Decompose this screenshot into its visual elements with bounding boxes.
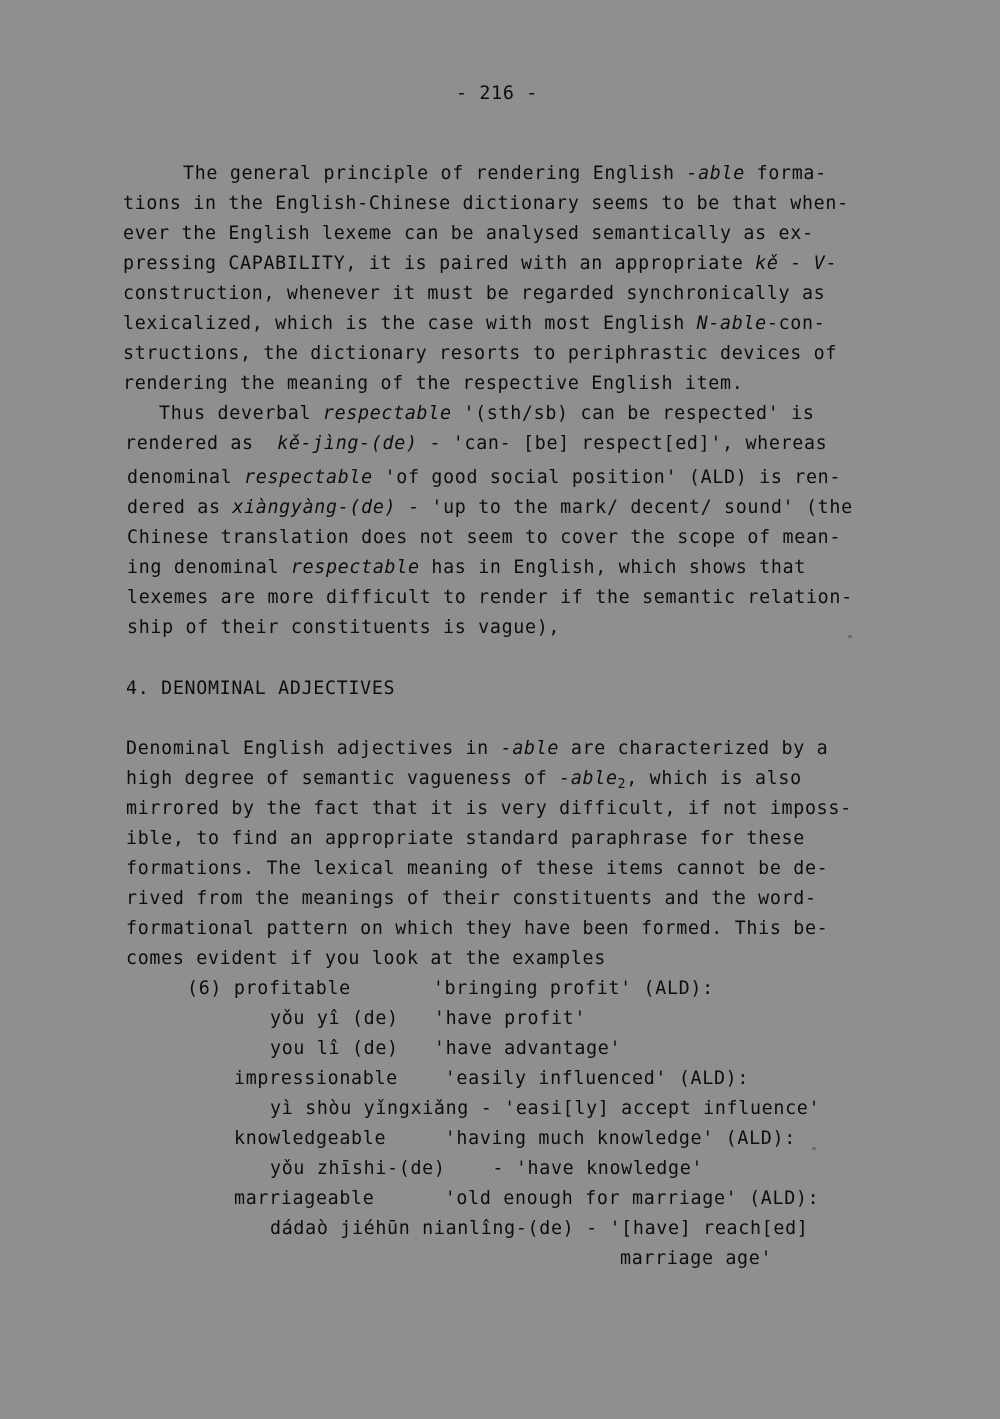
text-run: marriageable 'old enough for marriage' (ALD):: [234, 1188, 820, 1209]
italic-term: respectable: [322, 403, 452, 424]
text-line: [123, 193, 849, 215]
text-run: you lî (de) 'have advantage': [270, 1038, 622, 1059]
text-run: (6) profitable 'bringing profit' (ALD):: [187, 978, 714, 999]
example-line: [620, 1248, 772, 1270]
text-line: [123, 283, 825, 305]
example-line: [270, 1038, 621, 1060]
text-line: [127, 557, 806, 579]
text-line: [159, 403, 815, 425]
text-run: - 'can- [be] respect[ed]', whereas: [417, 433, 828, 454]
example-line: [187, 978, 714, 1000]
text-run: Thus deverbal: [159, 403, 323, 424]
text-run: rived from the meanings of their constituents and the word-: [126, 888, 817, 909]
text-run: pressing CAPABILITY, it is paired with an appropriate: [123, 253, 756, 274]
text-line: [127, 497, 853, 519]
italic-term: respectable: [244, 467, 373, 488]
text-run: yǒu yî (de) 'have profit': [270, 1008, 587, 1029]
text-run: ible, to find an appropriate standard paraphrase for these: [126, 828, 805, 849]
text-line: [125, 433, 827, 455]
text-line: [123, 313, 825, 335]
text-run: knowledgeable 'having much knowledge' (ALD):: [234, 1128, 796, 1149]
text-line: [126, 738, 828, 760]
text-run: forma-: [744, 163, 827, 184]
text-run: formational pattern on which they have been formed. This be-: [126, 918, 829, 939]
text-line: [126, 768, 802, 790]
text-run: lexemes are more difficult to render if the semantic relation-: [127, 587, 853, 608]
italic-term: -able: [500, 738, 560, 759]
text-run: are characterized by a: [559, 738, 829, 759]
example-line: [234, 1068, 749, 1090]
text-run: 'of good social position' (ALD) is ren-: [372, 467, 842, 488]
italic-term: N-able: [696, 313, 767, 334]
text-line: [123, 343, 837, 365]
text-run: Chinese translation does not seem to cover the scope of mean-: [127, 527, 842, 548]
text-line: [183, 163, 827, 185]
text-line: [126, 858, 828, 880]
text-line: [123, 373, 743, 395]
text-run: structions, the dictionary resorts to periphrastic devices of: [123, 343, 838, 364]
italic-term: -able: [686, 163, 745, 184]
text-run: denominal: [127, 467, 245, 488]
page-number: - 216 -: [456, 83, 538, 104]
text-line: [123, 223, 814, 245]
example-line: [270, 1098, 820, 1120]
text-run: dered as: [127, 497, 233, 518]
section-heading: 4. DENOMINAL ADJECTIVES: [126, 678, 396, 699]
example-line: [270, 1008, 586, 1030]
text-run: ship of their constituents is vague),: [127, 617, 561, 638]
italic-term: -able: [559, 768, 618, 789]
text-run: -con-: [766, 313, 826, 334]
text-run: '(sth/sb) can be respected' is: [451, 403, 815, 424]
text-run: ing denominal: [127, 557, 291, 578]
text-run: ever the English lexeme can be analysed semantically as ex-: [123, 223, 814, 244]
text-line: [126, 918, 828, 940]
italic-term: xiàngyàng-(de): [232, 497, 397, 518]
text-run: formations. The lexical meaning of these items cannot be de-: [126, 858, 829, 879]
text-run: high degree of semantic vagueness of: [126, 768, 560, 789]
text-run: dádaò jiéhūn nianlîng-(de) - '[have] reach[ed]: [270, 1218, 809, 1239]
text-line: [123, 253, 837, 275]
scan-speck: [848, 635, 852, 638]
text-run: - 'up to the mark/ decent/ sound' (the: [396, 497, 853, 518]
text-run: mirrored by the fact that it is very difficult, if not imposs-: [126, 798, 852, 819]
example-line: [270, 1158, 703, 1180]
text-run: , which is also: [626, 768, 802, 789]
text-line: [126, 828, 805, 850]
example-line: [234, 1128, 796, 1150]
text-run: -: [825, 253, 838, 274]
text-run: tions in the English-Chinese dictionary seems to be that when-: [123, 193, 849, 214]
scan-speck: [812, 1147, 816, 1150]
text-run: yǒu zhīshi-(de) - 'have knowledge': [270, 1158, 704, 1179]
text-run: rendered as: [125, 433, 278, 454]
italic-term: respectable: [290, 557, 420, 578]
text-line: [126, 798, 852, 820]
text-line: [126, 888, 817, 910]
text-run: Denominal English adjectives in: [126, 738, 501, 759]
text-run: lexicalized, which is the case with most English: [123, 313, 697, 334]
text-line: [127, 617, 560, 639]
text-run: has in English, which shows that: [419, 557, 806, 578]
italic-term: kě - V: [755, 253, 826, 274]
text-run: marriage age': [620, 1248, 773, 1269]
text-run: impressionable 'easily influenced' (ALD):: [234, 1068, 750, 1089]
text-run: construction, whenever it must be regarded synchronically as: [123, 283, 826, 304]
text-run: yì shòu yǐngxiǎng - 'easi[ly] accept influence': [270, 1098, 821, 1119]
text-line: [127, 587, 853, 609]
text-run: The general principle of rendering English: [183, 163, 687, 184]
text-line: [126, 948, 606, 970]
italic-term: kě-jìng-(de): [277, 433, 418, 454]
text-run: rendering the meaning of the respective English item.: [123, 373, 744, 394]
text-line: [127, 467, 841, 489]
example-line: [270, 1218, 809, 1240]
text-run: comes evident if you look at the examples: [126, 948, 606, 969]
example-line: [234, 1188, 819, 1210]
subscript: 2: [617, 777, 627, 792]
text-line: [127, 527, 841, 549]
